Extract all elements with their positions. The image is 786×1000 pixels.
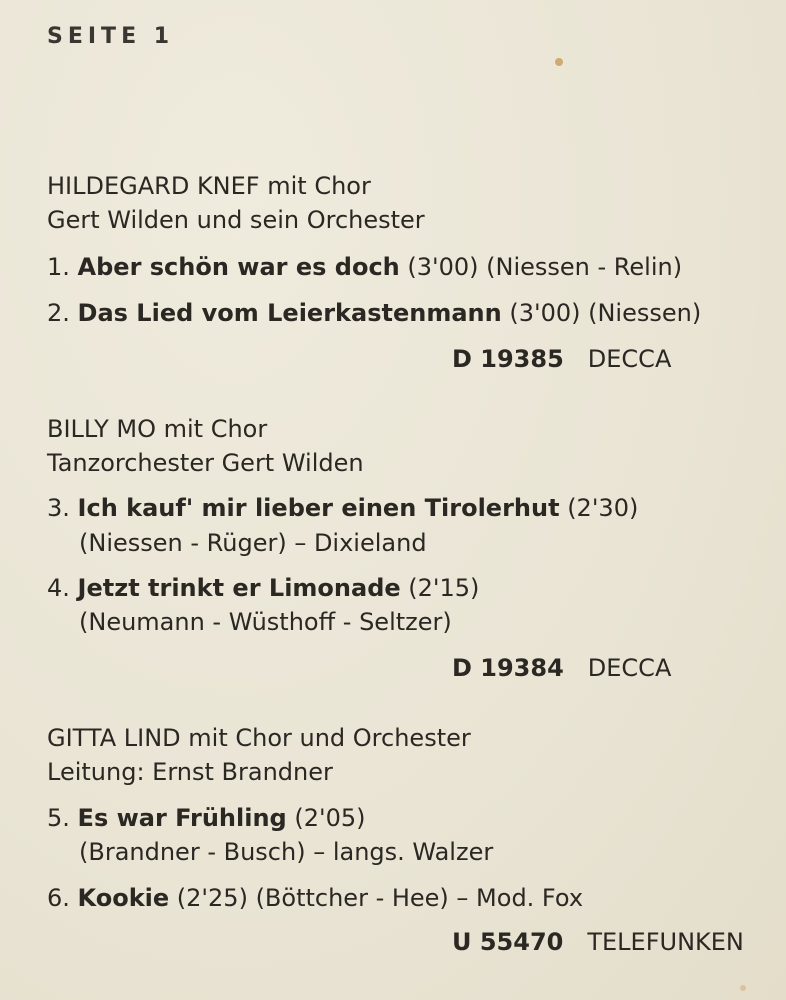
group-2-artist: BILLY MO mit Chor: [47, 415, 268, 443]
track-number: 2.: [47, 299, 70, 327]
track-title: Es war Frühling: [77, 804, 287, 832]
paper-stain: [555, 58, 563, 66]
group-3-catalog: [452, 930, 744, 954]
track-5: [47, 806, 366, 830]
track-number: 6.: [47, 884, 70, 912]
track-title: Das Lied vom Leierkastenmann: [77, 299, 502, 327]
record-label: DECCA: [587, 345, 672, 373]
track-details: (2'15): [400, 574, 480, 602]
track-4: [47, 576, 479, 600]
record-label: DECCA: [587, 654, 672, 682]
group-1-orchestra: Gert Wilden und sein Orchester: [47, 206, 425, 234]
track-details: (2'30): [559, 494, 639, 522]
track-3: [47, 496, 638, 520]
group-3-artist: GITTA LIND mit Chor und Orchester: [47, 724, 471, 752]
catalog-number: D 19384: [452, 654, 564, 682]
track-title: Jetzt trinkt er Limonade: [77, 574, 401, 602]
track-2: [47, 301, 701, 325]
track-number: 5.: [47, 804, 70, 832]
catalog-number: U 55470: [452, 928, 564, 956]
track-details: (3'00) (Niessen): [501, 299, 702, 327]
track-number: 3.: [47, 494, 70, 522]
track-title: Aber schön war es doch: [77, 253, 400, 281]
track-number: 1.: [47, 253, 70, 281]
group-2-orchestra: Tanzorchester Gert Wilden: [47, 449, 364, 477]
paper-stain: [740, 985, 746, 991]
track-details: (3'00) (Niessen - Relin): [399, 253, 683, 281]
group-1-artist: HILDEGARD KNEF mit Chor: [47, 172, 371, 200]
group-1-catalog: [452, 347, 671, 371]
group-3-orchestra: Leitung: Ernst Brandner: [47, 758, 333, 786]
track-title: Ich kauf' mir lieber einen Tirolerhut: [77, 494, 560, 522]
track-6: [47, 886, 583, 910]
track-3-credits: (Niessen - Rüger) – Dixieland: [79, 529, 427, 557]
track-details: (2'05): [286, 804, 366, 832]
group-2-catalog: [452, 656, 671, 680]
record-label: TELEFUNKEN: [587, 928, 744, 956]
catalog-number: D 19385: [452, 345, 564, 373]
track-number: 4.: [47, 574, 70, 602]
track-1: [47, 255, 682, 279]
track-details: (2'25) (Böttcher - Hee) – Mod. Fox: [169, 884, 584, 912]
side-title: SEITE 1: [47, 24, 175, 49]
track-4-credits: (Neumann - Wüsthoff - Seltzer): [79, 608, 452, 636]
track-5-credits: (Brandner - Busch) – langs. Walzer: [79, 838, 494, 866]
track-title: Kookie: [77, 884, 170, 912]
